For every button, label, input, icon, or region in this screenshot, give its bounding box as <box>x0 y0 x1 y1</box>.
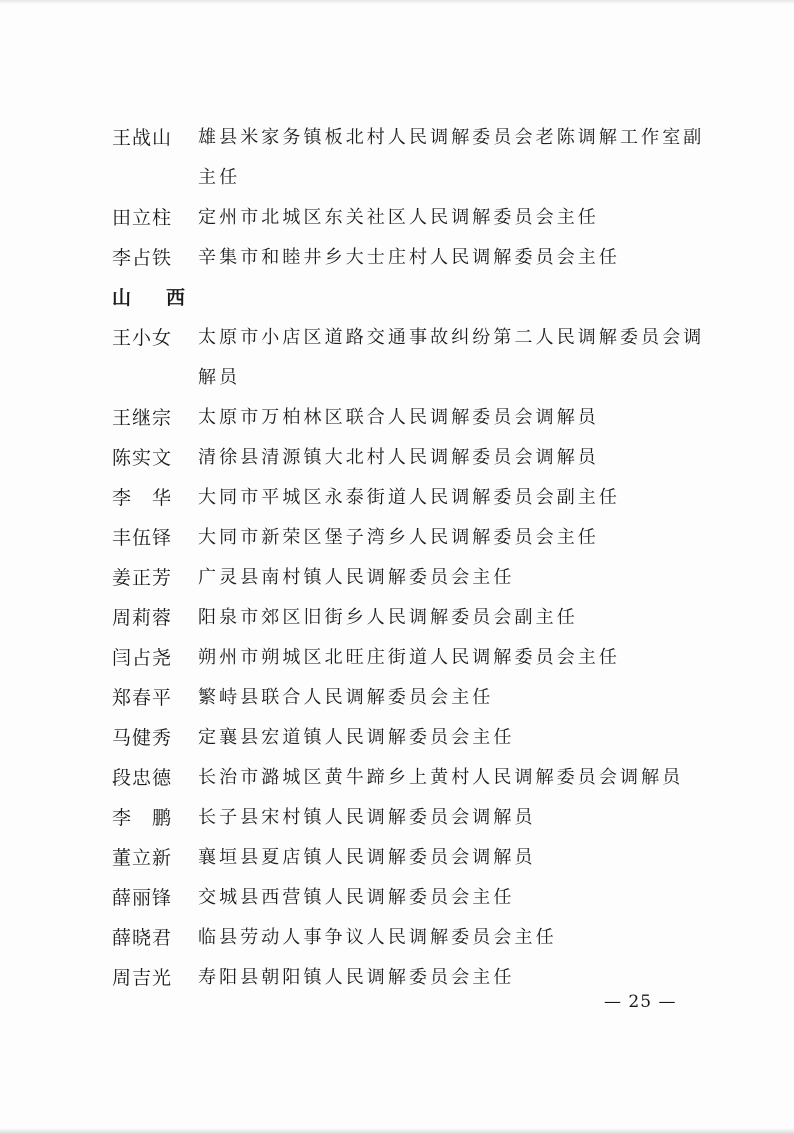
list-item <box>112 558 712 598</box>
person-name: 王小女 <box>112 327 173 349</box>
organization-title: 定州市北城区东关社区人民调解委员会主任 <box>198 207 599 228</box>
person-name: 王战山 <box>112 127 173 149</box>
organization-title: 繁峙县联合人民调解委员会主任 <box>198 687 494 708</box>
list-item <box>112 918 712 958</box>
scan-edge-bottom <box>0 1128 794 1134</box>
person-name: 李 华 <box>112 487 173 509</box>
organization-title: 定襄县宏道镇人民调解委员会主任 <box>198 727 515 748</box>
person-name: 周吉光 <box>112 967 173 989</box>
person-name: 薛晓君 <box>112 927 173 949</box>
list-item <box>112 518 712 558</box>
person-name: 李 鹏 <box>112 807 173 829</box>
organization-title: 太原市万柏林区联合人民调解委员会调解员 <box>198 407 599 428</box>
organization-title: 雄县米家务镇板北村人民调解委员会老陈调解工作室副主任 <box>198 127 705 188</box>
person-name: 田立柱 <box>112 207 173 229</box>
list-item <box>112 678 712 718</box>
organization-title: 寿阳县朝阳镇人民调解委员会主任 <box>198 967 515 988</box>
scan-edge-top <box>0 0 794 4</box>
person-name: 薛丽锋 <box>112 887 173 909</box>
person-name: 周莉蓉 <box>112 607 173 629</box>
organization-title: 广灵县南村镇人民调解委员会主任 <box>198 567 515 588</box>
list-item <box>112 398 712 438</box>
person-name: 段忠德 <box>112 767 173 789</box>
organization-title: 朔州市朔城区北旺庄街道人民调解委员会主任 <box>198 647 620 668</box>
organization-title: 阳泉市郊区旧街乡人民调解委员会副主任 <box>198 607 578 628</box>
list-item <box>112 638 712 678</box>
organization-title: 长子县宋村镇人民调解委员会调解员 <box>198 807 536 828</box>
list-item <box>112 118 712 198</box>
list-item <box>112 318 712 398</box>
list-item <box>112 238 712 278</box>
person-name: 董立新 <box>112 847 173 869</box>
list-item <box>112 198 712 238</box>
list-item <box>112 438 712 478</box>
organization-title: 大同市新荣区堡子湾乡人民调解委员会主任 <box>198 527 599 548</box>
list-item <box>112 478 712 518</box>
organization-title: 临县劳动人事争议人民调解委员会主任 <box>198 927 557 948</box>
person-name: 丰伍铎 <box>112 527 173 549</box>
list-item <box>112 798 712 838</box>
name-list <box>112 118 712 998</box>
entries-before-section <box>112 118 712 278</box>
list-item <box>112 718 712 758</box>
organization-title: 清徐县清源镇大北村人民调解委员会调解员 <box>198 447 599 468</box>
entries-after-section <box>112 318 712 998</box>
person-name: 郑春平 <box>112 687 173 709</box>
organization-title: 交城县西营镇人民调解委员会主任 <box>198 887 515 908</box>
page-number: — 25 — <box>604 992 677 1012</box>
organization-title: 襄垣县夏店镇人民调解委员会调解员 <box>198 847 536 868</box>
person-name: 闫占尧 <box>112 647 173 669</box>
person-name: 马健秀 <box>112 727 173 749</box>
organization-title: 辛集市和睦井乡大士庄村人民调解委员会主任 <box>198 247 620 268</box>
organization-title: 长治市潞城区黄牛蹄乡上黄村人民调解委员会调解员 <box>198 767 684 788</box>
person-name: 陈实文 <box>112 447 173 469</box>
person-name: 姜正芳 <box>112 567 173 589</box>
list-item <box>112 878 712 918</box>
section-title: 山 西 <box>112 287 194 309</box>
person-name: 王继宗 <box>112 407 173 429</box>
list-item <box>112 758 712 798</box>
person-name: 李占铁 <box>112 247 173 269</box>
list-item <box>112 598 712 638</box>
organization-title: 太原市小店区道路交通事故纠纷第二人民调解委员会调解员 <box>198 327 705 388</box>
list-item <box>112 838 712 878</box>
organization-title: 大同市平城区永泰街道人民调解委员会副主任 <box>198 487 620 508</box>
